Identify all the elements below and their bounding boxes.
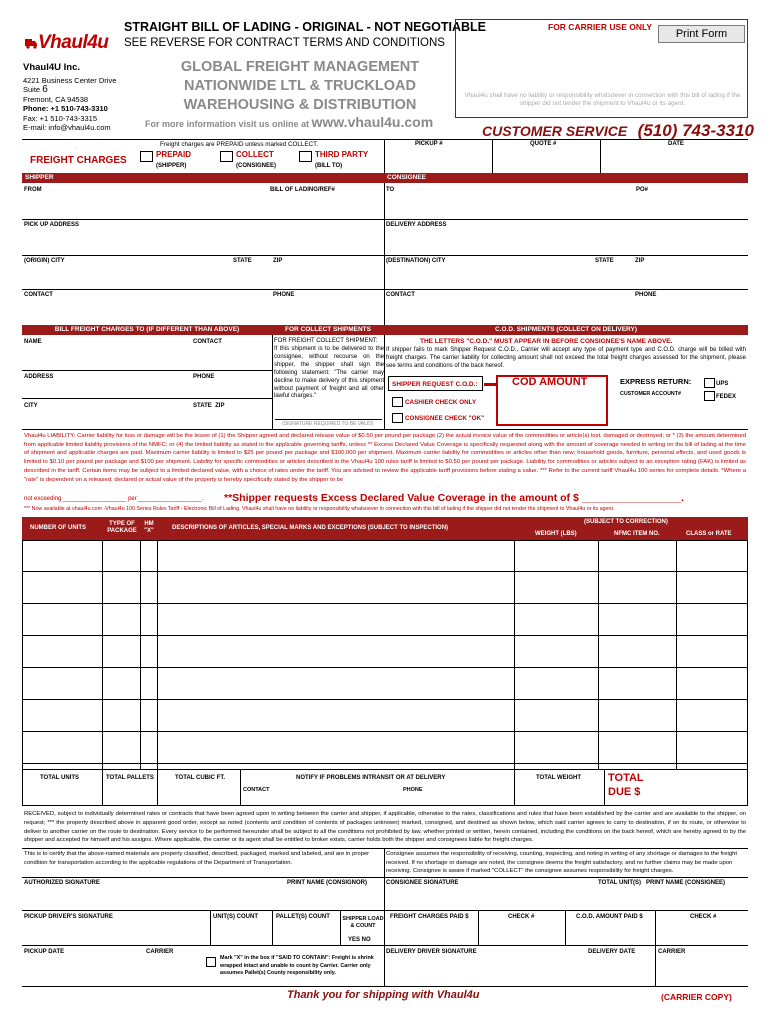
suite-label: Suite xyxy=(23,85,43,95)
third-party-sub: (BILL TO) xyxy=(315,163,343,169)
print-consignee-label: PRINT NAME (CONSIGNEE) xyxy=(646,880,726,886)
delivery-driver-label: DELIVERY DRIVER SIGNATURE xyxy=(386,949,477,955)
pickup-address-label: PICK UP ADDRESS xyxy=(24,222,80,228)
city-line: Fremont, CA 94538 xyxy=(23,94,89,104)
consignee-header: CONSIGNEE xyxy=(384,173,748,183)
authorized-signature-field[interactable] xyxy=(24,889,380,909)
logo-text: Vhaul4u xyxy=(38,32,109,53)
shipper-contact-label: CONTACT xyxy=(24,292,53,298)
fedex-label: FEDEX xyxy=(716,394,737,400)
description-header: DESCRIPTIONS OF ARTICLES, SPECIAL MARKS AND EXCEPTIONS (SUBJECT TO INSPECTION) xyxy=(172,525,449,531)
bill-to-header: BILL FREIGHT CHARGES TO (IF DIFFERENT THAN ABOVE) xyxy=(22,325,272,335)
units-count-label: UNIT(S) COUNT xyxy=(213,914,258,920)
origin-city-label: (ORIGIN) CITY xyxy=(24,258,65,264)
delivery-address-field[interactable] xyxy=(386,230,746,254)
pickup-date-label: PICKUP DATE xyxy=(24,949,65,955)
billto-state-text: STATE xyxy=(193,403,212,409)
hm-header: HM "X" xyxy=(144,521,154,534)
shipper-phone-label: PHONE xyxy=(273,292,295,298)
delivery-date-label: DELIVERY DATE xyxy=(588,949,636,955)
total-pallets-label: TOTAL PALLETS xyxy=(106,775,154,781)
service-line: GLOBAL FREIGHT MANAGEMENT xyxy=(180,59,420,75)
collect-text: If this shipment is to be delivered to the consignee, without recourse on the shipper, the shipper shall sign the following statement: "The carrier may decline to make delivery of this shipment without payment of freight and all other lawful charges." xyxy=(274,346,384,400)
date-field[interactable] xyxy=(602,150,746,171)
fedex-checkbox[interactable] xyxy=(704,391,715,401)
billto-address-label: ADDRESS xyxy=(24,374,54,380)
cod-header: C.O.D. SHIPMENTS (COLLECT ON DELIVERY) xyxy=(384,325,748,335)
company-name: Vhaul4U Inc. xyxy=(23,62,81,73)
collect-heading: FOR FREIGHT COLLECT SHIPMENT: xyxy=(274,338,378,344)
check-number-label: CHECK # xyxy=(508,914,535,920)
ups-checkbox[interactable] xyxy=(704,378,715,388)
print-consignor-label: PRINT NAME (CONSIGNOR) xyxy=(287,880,367,886)
certify-left: This is to certify that the above-named materials are properly classified, described, packaged, marked and labeled, and are in proper condition for transportation according to the applicable regulations of the Department of Transportation. xyxy=(24,851,370,866)
consignee-phone-label: PHONE xyxy=(635,292,657,298)
pallets-count-label: PALLET(S) COUNT xyxy=(276,914,330,920)
prepaid-label: PREPAID xyxy=(156,150,191,159)
services-block xyxy=(150,58,450,115)
prepaid-sub: (SHIPPER) xyxy=(156,163,187,169)
collect-checkbox[interactable] xyxy=(220,151,233,162)
total-weight-label: TOTAL WEIGHT xyxy=(536,775,581,781)
from-label: FROM xyxy=(24,187,42,193)
customer-service-label: CUSTOMER SERVICE xyxy=(482,123,628,139)
pickup-number-label: PICKUP # xyxy=(415,141,443,147)
carrier-label: CARRIER xyxy=(146,949,174,955)
not-exceeding: not exceeding ___________________ per ___________________. xyxy=(24,496,204,502)
total-units-label: TOTAL UNITS xyxy=(40,775,79,781)
service-line: WAREHOUSING & DISTRIBUTION xyxy=(183,97,417,113)
pickup-driver-label: PICKUP DRIVER'S SIGNATURE xyxy=(24,914,113,920)
logo xyxy=(24,30,109,56)
website-link[interactable]: www.vhaul4u.com xyxy=(311,114,434,130)
collect-sub: (CONSIGNEE) xyxy=(236,163,277,169)
shipper-header: SHIPPER xyxy=(22,173,384,183)
notify-label: NOTIFY IF PROBLEMS INTRANSIT OR AT DELIVERY xyxy=(296,775,446,781)
check-number-label-2: CHECK # xyxy=(690,914,717,920)
collect-shipments-header: FOR COLLECT SHIPMENTS xyxy=(272,325,384,335)
consignee-check-label: CONSIGNEE CHECK "OK" xyxy=(405,415,485,422)
cod-warning: THE LETTERS "C.O.D." MUST APPEAR IN BEFORE CONSIGNEE'S NAME ABOVE. xyxy=(420,338,673,345)
nmfc-header: NFMC ITEM NO. xyxy=(614,531,660,537)
consignee-signature-label: CONSIGNEE SIGNATURE xyxy=(386,880,459,886)
received-text: RECEIVED, subject to individually determined rates or contracts that have been agreed upon in writing between the carrier and shipper, if applicable, otherwise to the rates, classifications and rules that have been established by the carrier and are available to the shipper, on request; *** the property described above in apparent good order, except as noted (contents and condition of contents of packages unknown) marked, consigned, and destined as shown below, which said carrier agrees to carry to destination, if on its route, or otherwise to deliver to another carrier on the route to destination. Every service to be performed hereunder shall be subject to all the conditions not prohibited by law, whether printed or written, herein contained, including the conditions on the back hereof, which are hereby agreed to by the shipper and accepted for himself and his assigns. Where applicable, the carrier or its agent shall be entitled to broker exists, carrier holds both the shipper and consignees liable for freight charges. xyxy=(24,811,746,844)
quote-number-label: QUOTE # xyxy=(530,141,557,147)
email-line: E-mail: info@vhaul4u.com xyxy=(23,123,111,133)
billto-phone-label: PHONE xyxy=(193,374,215,380)
destination-city-label: (DESTINATION) CITY xyxy=(386,258,446,264)
customer-account-label: CUSTOMER ACCOUNT# xyxy=(620,391,681,397)
express-return-label: EXPRESS RETURN: xyxy=(620,377,692,386)
billto-contact-label: CONTACT xyxy=(193,339,222,345)
truck-logo-icon xyxy=(24,36,38,50)
cod-paid-label: C.O.D. AMOUNT PAID $ xyxy=(576,914,643,920)
company-address xyxy=(23,76,116,132)
delivery-address-label: DELIVERY ADDRESS xyxy=(386,222,447,228)
cod-dash-line xyxy=(484,383,496,386)
po-label: PO# xyxy=(636,187,649,193)
number-of-units-header: NUMBER OF UNITS xyxy=(30,525,86,531)
weight-header: WEIGHT (LBS) xyxy=(535,531,577,537)
third-party-label: THIRD PARTY xyxy=(315,150,369,159)
total-due-label: DUE $ xyxy=(608,786,641,798)
from-field[interactable] xyxy=(24,196,380,218)
print-form-button[interactable]: Print Form xyxy=(658,25,745,43)
notify-contact-label: CONTACT xyxy=(243,787,270,793)
quote-number-field[interactable] xyxy=(494,150,598,171)
total-due-field[interactable] xyxy=(640,786,746,802)
to-label: TO xyxy=(386,187,395,193)
authorized-signature-label: AUTHORIZED SIGNATURE xyxy=(24,880,100,886)
customer-service-phone: (510) 743-3310 xyxy=(637,121,754,140)
consignee-contact-label: CONTACT xyxy=(386,292,415,298)
carrier-use-label: FOR CARRIER USE ONLY xyxy=(548,22,653,32)
address-line: 4221 Business Center Drive xyxy=(23,76,117,85)
billto-state-label xyxy=(193,403,224,410)
customer-account-field[interactable] xyxy=(620,402,700,412)
certify-right: Consignee assumes the responsibility of receiving, counting, inspecting, and noting in writing of any shortage or damages to the freight received. If no shortage or damage are noted, the consignee deems the freight satisfactory, and no further claims may be made upon receiving. Consignee is aware if marked "COLLECT" the consignee assumes responsibility for freight charges. xyxy=(386,851,738,874)
consignee-check-checkbox[interactable] xyxy=(392,413,403,423)
said-to-contain-text: Mark "X" in the box if "SAID TO CONTAIN": Freight is shrink wrapped intact and unable to count by Carrier. Carrier only assumes Pallet(s) County responsibility only. xyxy=(220,955,374,976)
signature-required: (SIGNATURE REQUIRED TO BE VALID) xyxy=(282,421,374,427)
fax-line: Fax: +1 510-743-3315 xyxy=(23,113,98,123)
cod-text: If shipper fails to mark Shipper Request C.O.D., Carrier will accept any type of payment type and C.O.D. charge will be billed with freight charges. The carrier liability for collecting amount shall not exceed the total freight charges assessed for the shipment, please see terms and conditions of the back hereof. xyxy=(386,347,746,369)
carrier-copy-label: (CARRIER COPY) xyxy=(661,992,732,1002)
cashier-check-label: CASHIER CHECK ONLY xyxy=(405,399,477,406)
billto-name-label: NAME xyxy=(24,339,42,345)
thank-you-text: Thank you for shipping with Vhaul4u xyxy=(287,989,480,1001)
said-to-contain-checkbox[interactable] xyxy=(206,957,216,967)
excess-coverage: **Shipper requests Excess Declared Value Coverage in the amount of $ _________________. xyxy=(224,492,684,504)
pickup-number-field[interactable] xyxy=(386,150,490,171)
items-table-rows xyxy=(22,540,748,770)
consignee-state-label: STATE xyxy=(595,258,614,264)
carrier-label-2: CARRIER xyxy=(658,949,686,955)
cod-amount-label: COD AMOUNT xyxy=(512,376,588,388)
consignee-signature-field[interactable] xyxy=(386,889,746,909)
billto-zip-text: ZIP xyxy=(215,403,225,409)
liability-text: Vhaul4u LIABILITY: Carrier liability for loss or damage will be the lesser of (1) the Shipper agreed and declared release value of $0.50 per pound per package (2) the actual invoice value of the commodities or article(s) lost, damaged or destroyed; or * (3) the amount determined from applicable limited liability provisions of the NMFC; or (4) the limited liability as stated in the applicable governing tariffs, unless ** Excess Declared Value Coverage is specifically requested along with the amount of coverage needed in writing on the bill of lading at the time of shipment and applicable charges are paid. Maximum carrier liability is limited to $25 per pound per package and $100,000 per shipment. Maximum carrier liability for commodities or articles other than new; household goods, furniture, personal effects, and used goods is limited to $0.10 per pound per package and $100 per shipment. Liability for specific commodities or articles described in the Vhaul4u 100 rules tariff is limited to $0.50 per pound per package. Liability for commodities or articles subject to an exception rating (FAK) is limited as described in the tariff. Certain items may be subject to a limited declared value, with a choice of rates under the tariff. You are advised to review the applicable tariff provisions before stating a value. *** Refer to the current tariff Vhaul4u 100 series for complete details. *Where a "rate" is dependent on a released, declared or actual value of the property is hereby specifically stated by the shipper to be xyxy=(24,433,746,483)
freight-charges-label: FREIGHT CHARGES xyxy=(30,155,127,166)
tariff-note: *** Now available at vhaul4u.com -Vhaul4u 100 Series Rules Tariff - Electronic Bill of Lading. Vhaul4u shall have no liability or responsibility whatsoever in connection with this bill of lading if the shipper did not tender the shipment to Vhaul4u or its agent. xyxy=(24,506,615,512)
consignee-zip-label: ZIP xyxy=(635,258,645,264)
type-of-package-header: TYPE OF PACKAGE xyxy=(107,521,137,534)
to-field[interactable] xyxy=(386,196,746,218)
shipper-zip-label: ZIP xyxy=(273,258,283,264)
ups-label: UPS xyxy=(716,381,729,387)
suite-number: 6 xyxy=(42,84,48,96)
collect-label: COLLECT xyxy=(236,150,274,159)
shipper-load-label: SHIPPER LOAD & COUNT xyxy=(342,916,384,929)
prepaid-checkbox[interactable] xyxy=(140,151,153,162)
customer-service xyxy=(482,121,754,141)
total-cubic-label: TOTAL CUBIC FT. xyxy=(175,775,225,781)
shipper-request-cod-label: SHIPPER REQUEST C.O.D.: xyxy=(392,381,478,388)
subject-to-correction-header: (SUBJECT TO CORRECTION) xyxy=(584,519,668,525)
freight-paid-label: FREIGHT CHARGES PAID $ xyxy=(390,914,469,920)
phone-line: Phone: +1 510-743-3310 xyxy=(23,104,108,114)
billto-city-label: CITY xyxy=(24,403,38,409)
total-label: TOTAL xyxy=(608,772,644,784)
total-units-signature-label: TOTAL UNIT(S) xyxy=(598,880,641,886)
document-title: STRAIGHT BILL OF LADING - ORIGINAL - NOT NEGOTIABLE xyxy=(124,20,487,34)
more-info-text: For more information visit us online at xyxy=(145,119,312,129)
document-subtitle: SEE REVERSE FOR CONTRACT TERMS AND CONDITIONS xyxy=(124,37,445,49)
class-header: CLASS or RATE xyxy=(686,531,732,537)
cashier-check-checkbox[interactable] xyxy=(392,397,403,407)
yes-no-label: YES NO xyxy=(348,937,371,943)
third-party-checkbox[interactable] xyxy=(299,151,312,162)
pickup-address-field[interactable] xyxy=(24,230,380,254)
service-line: NATIONWIDE LTL & TRUCKLOAD xyxy=(184,78,416,94)
notify-phone-label: PHONE xyxy=(403,787,423,793)
liability-note: Vhaul4u shall have no liability or responsibility whatsoever in connection with this bill of lading if the shipper did not tender the shipment to Vhaul4u or its agent. xyxy=(464,92,741,107)
date-label: DATE xyxy=(668,141,684,147)
shipper-state-label: STATE xyxy=(233,258,252,264)
bol-label: BILL OF LADING/REF# xyxy=(270,187,335,193)
prepaid-note: Freight charges are PREPAID unless marked COLLECT. xyxy=(160,141,319,148)
suite-line xyxy=(23,85,116,94)
website-line xyxy=(145,114,433,132)
